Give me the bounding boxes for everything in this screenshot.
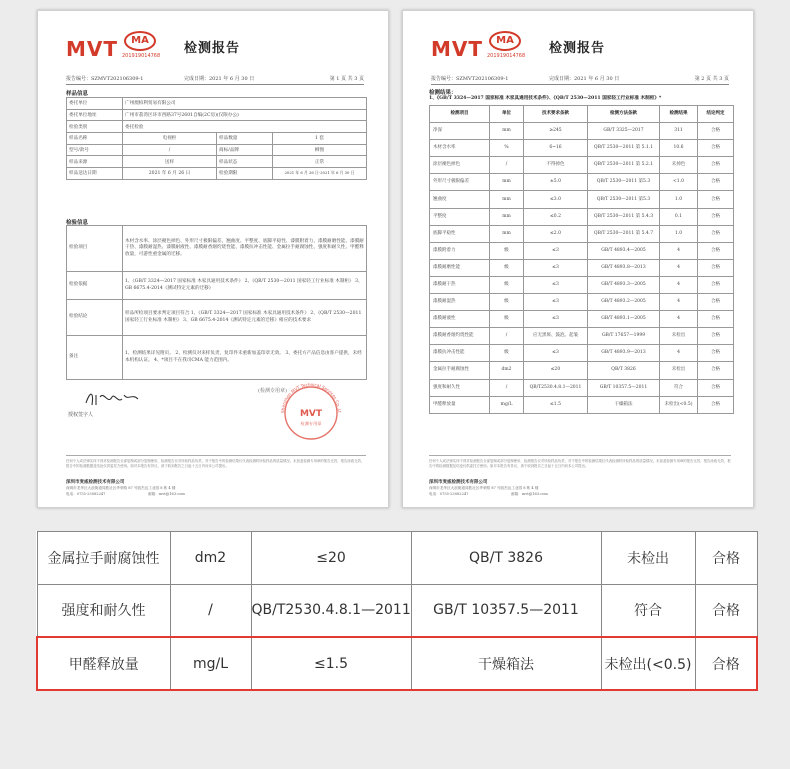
info-label: 委托单位 <box>67 98 123 110</box>
requirement-clause: ≤3.0 <box>524 191 588 208</box>
report-header <box>431 31 733 65</box>
table-row <box>67 272 367 300</box>
item-name: 漆膜耐液性 <box>430 311 490 328</box>
table-row <box>430 225 734 242</box>
conclusion: 合格 <box>698 123 734 140</box>
table-row <box>430 191 734 208</box>
conclusion: 合格 <box>698 208 734 225</box>
info-value: 2021 年 6 月 26 日 <box>123 168 217 180</box>
page-title: 检测报告 <box>184 41 241 56</box>
item-name: 漆膜耐磨性能 <box>430 259 490 276</box>
cma-number: 201919014768 <box>487 53 526 59</box>
conclusion: 合格 <box>698 259 734 276</box>
info-value: / <box>123 144 217 156</box>
results-heading: 检测结果： <box>429 90 457 96</box>
info-label: 样品名称 <box>67 133 123 145</box>
conclusion: 合格 <box>698 157 734 174</box>
requirement-clause: ≤20 <box>524 362 588 379</box>
column-header: 检测项目 <box>430 106 490 123</box>
item-name: 涂层褪色掉色 <box>430 157 490 174</box>
test-result: 4 <box>660 242 698 259</box>
table-header-row <box>430 106 734 123</box>
method-clause: QB/T 2530—2011 第5.3 <box>588 191 660 208</box>
conclusion: 合格 <box>698 396 734 413</box>
sample-info-table <box>66 97 367 180</box>
unit: / <box>170 584 251 637</box>
method-clause: GB/T 17657—1999 <box>588 328 660 345</box>
test-result: 0.1 <box>660 208 698 225</box>
conclusion: 合格 <box>698 276 734 293</box>
table-row <box>430 276 734 293</box>
table-row <box>430 174 734 191</box>
item-name: 金属拉手耐腐蚀性 <box>37 532 170 585</box>
test-result: 未检出 <box>601 532 695 585</box>
method-clause: QB/T 2530—2011 第5.3 <box>588 174 660 191</box>
unit: / <box>490 379 524 396</box>
cma-logo: MA <box>489 31 521 51</box>
unit: 级 <box>490 276 524 293</box>
company-seal <box>268 381 354 441</box>
test-result: 4 <box>660 294 698 311</box>
requirement-clause: 6~16 <box>524 140 588 157</box>
item-name: 漆膜耐香烟灼烧性能 <box>430 328 490 345</box>
conclusion: 合格 <box>695 584 757 637</box>
unit: mm <box>490 174 524 191</box>
item-name: 强度和耐久性 <box>37 584 170 637</box>
table-row <box>37 584 757 637</box>
info-value: 电视柜 <box>123 133 217 145</box>
unit: 级 <box>490 294 524 311</box>
method-clause: GB/T 4893.3—2005 <box>588 276 660 293</box>
report-meta <box>66 75 364 85</box>
table-row <box>430 294 734 311</box>
completion-date: 完成日期：2021 年 6 月 30 日 <box>184 76 255 82</box>
result-label: 检验项目 <box>67 226 123 272</box>
table-row <box>430 328 734 345</box>
table-row <box>37 532 757 585</box>
report-header <box>66 31 368 65</box>
info-value: 送样 <box>123 156 217 168</box>
test-result: 未检出 <box>660 328 698 345</box>
cma-logo: MA <box>124 31 156 51</box>
table-row <box>430 311 734 328</box>
info-value: 1 套 <box>273 133 367 145</box>
method-clause: QB/T 3826 <box>588 362 660 379</box>
item-name: 甲醛释放量 <box>37 637 170 690</box>
method-clause: QB/T 2530—2011 第 5.1.1 <box>588 140 660 157</box>
requirement-clause: QB/T2530.4.8.1—2011 <box>251 584 411 637</box>
unit: 级 <box>490 259 524 276</box>
method-clause: QB/T 2530—2011 第 5.4.7 <box>588 225 660 242</box>
requirement-clause: 不得掉色 <box>524 157 588 174</box>
table-row <box>67 300 367 336</box>
conclusion: 合格 <box>695 637 757 690</box>
result-text: 1、《GB/T 3324—2017 国家标准 木家具通用技术条件》 2、《QB/T 2530—2011 国家轻工行业标准 木制柜》 3、GB 6675.4-2014《测试特定元素的迁移》 <box>123 272 367 300</box>
table-row <box>67 156 367 168</box>
info-value: 正常 <box>273 156 367 168</box>
item-name: 甲醛释放量 <box>430 396 490 413</box>
item-name: 底脚平稳性 <box>430 225 490 242</box>
table-row <box>430 259 734 276</box>
signature <box>82 387 142 409</box>
result-text: 木材含水率、涂层褪色掉色、外形尺寸极限偏差、翘曲度、平整度、底脚平稳性、漆膜附着力、漆膜耐磨性能、漆膜耐干热、漆膜耐湿热、漆膜耐液性、漆膜耐香烟灼烧性能、漆膜抗冲击性能、金属拉手耐腐蚀性、强度和耐久性、甲醛释放量，可游性重金属的迁移。 <box>123 226 367 272</box>
table-row <box>430 379 734 396</box>
conclusion: 合格 <box>698 191 734 208</box>
logo-text: MVT <box>431 37 484 61</box>
footer-phone: 电话：0755-23082247 <box>429 492 469 496</box>
item-name: 漆膜抗冲击性能 <box>430 345 490 362</box>
method-clause: GB/T 10357.5—2011 <box>588 379 660 396</box>
test-result: 未检出 <box>660 362 698 379</box>
unit: 级 <box>490 311 524 328</box>
conclusion: 合格 <box>698 140 734 157</box>
requirement-clause: ≤3 <box>524 242 588 259</box>
method-clause: 干燥箱法 <box>588 396 660 413</box>
unit: mm <box>490 123 524 140</box>
unit: mm <box>490 208 524 225</box>
unit: / <box>490 157 524 174</box>
table-row <box>430 242 734 259</box>
requirement-clause: ≤3 <box>524 311 588 328</box>
requirement-clause: ≤20 <box>251 532 411 585</box>
table-row <box>67 226 367 272</box>
unit: 级 <box>490 242 524 259</box>
method-clause: QB/T 2530—2011 第 5.2.1 <box>588 157 660 174</box>
item-name: 漆膜附着力 <box>430 242 490 259</box>
info-label: 检验期限 <box>217 168 273 180</box>
method-clause: GB/T 4893.8—2013 <box>588 259 660 276</box>
method-clause: GB/T 4893.2—2005 <box>588 294 660 311</box>
footer-disclaimer: 任何个人或法律实体不得对检测报告全部复制或部分复制使用，检测报告仅对所检样品负责，对于报告中的检测结果仅代表检测时所检样品的质量情况。未加盖检测专用章的报告无效，报告涂改无效，报告中的检测数据及结论仅供委托方使用。如对本报告有异议，请于收到报告之日起十五日内向本公司提出。 <box>429 459 731 468</box>
item-name: 漆膜耐湿热 <box>430 294 490 311</box>
test-result: 1.0 <box>660 225 698 242</box>
column-header: 检测结果 <box>660 106 698 123</box>
table-row <box>430 140 734 157</box>
test-result: 符合 <box>660 379 698 396</box>
info-label: 型号/款号 <box>67 144 123 156</box>
seal-caption: 检测专用章 <box>300 421 322 426</box>
info-label: 委托单位地址 <box>67 109 123 121</box>
conclusion: 合格 <box>698 242 734 259</box>
test-result: 311 <box>660 123 698 140</box>
page-footer <box>429 455 731 501</box>
test-result: 4 <box>660 276 698 293</box>
info-value: 委托检验 <box>123 121 367 133</box>
footer-phone: 电话：0755-23082247 <box>66 492 106 496</box>
info-label: 商标/品牌 <box>217 144 273 156</box>
unit: mg/L <box>170 637 251 690</box>
method-clause: GB/T 4893.4—2005 <box>588 242 660 259</box>
requirement-clause: ≤3 <box>524 294 588 311</box>
footer-address: 深圳市龙华区大浪街道同胜社区华荣路 87 号凯杰达工业园 8 栋 4 楼 <box>429 486 539 490</box>
method-clause: GB/T 4893.9—2013 <box>588 345 660 362</box>
item-name: 木材含水率 <box>430 140 490 157</box>
method-clause: GB/T 10357.5—2011 <box>411 584 601 637</box>
requirement-clause: ≤3 <box>524 345 588 362</box>
conclusion: 合格 <box>698 294 734 311</box>
unit: mg/L <box>490 396 524 413</box>
info-label: 检验类别 <box>67 121 123 133</box>
mvt-logo <box>66 37 118 61</box>
table-row <box>67 133 367 145</box>
seal-text: Shenzhen MVT Technical Services Co.,Lt <box>279 381 343 414</box>
footer-email: 邮箱：mvt@163.com <box>148 492 185 496</box>
method-clause: GB/T 4893.1—2005 <box>588 311 660 328</box>
conclusion: 合格 <box>698 362 734 379</box>
approver-label: 授权签字人 <box>68 412 94 418</box>
unit: dm2 <box>170 532 251 585</box>
result-label: 备注 <box>67 336 123 380</box>
method-clause: QB/T 2530—2011 第 5.4.3 <box>588 208 660 225</box>
logo-text: MVT <box>66 37 119 61</box>
results-table <box>429 105 734 414</box>
footer-disclaimer: 任何个人或法律实体不得对检测报告全部复制或部分复制使用，检测报告仅对所检样品负责，对于报告中的检测结果仅代表检测时所检样品的质量情况。未加盖检测专用章的报告无效，报告涂改无效，报告中的检测数据及结论仅供委托方使用。如对本报告有异议，请于收到报告之日起十五日内向本公司提出。 <box>66 459 365 468</box>
completion-date: 完成日期：2021 年 6 月 30 日 <box>549 76 620 82</box>
item-name: 净深 <box>430 123 490 140</box>
test-result: 未检出(<0.5) <box>660 396 698 413</box>
conclusion: 合格 <box>698 379 734 396</box>
cma-number: 201919014768 <box>122 53 161 59</box>
info-label: 样品来源 <box>67 156 123 168</box>
unit: mm <box>490 191 524 208</box>
table-row <box>430 362 734 379</box>
footer-email: 邮箱：mvt@163.com <box>511 492 548 496</box>
test-result: 4 <box>660 345 698 362</box>
item-name: 平整度 <box>430 208 490 225</box>
item-name: 金属拉手耐腐蚀性 <box>430 362 490 379</box>
inspection-heading: 检验信息 <box>66 220 89 226</box>
test-result: 4 <box>660 311 698 328</box>
inspection-table <box>66 225 367 380</box>
info-value: 广州市荔湾区环市西路37号2601自编(2C房)(仅限办公) <box>123 109 367 121</box>
column-header: 检测方法条款 <box>588 106 660 123</box>
unit: / <box>490 328 524 345</box>
unit: dm2 <box>490 362 524 379</box>
item-name: 翘曲度 <box>430 191 490 208</box>
test-result: 未掉色 <box>660 157 698 174</box>
table-row <box>430 345 734 362</box>
requirement-clause: ±5.0 <box>524 174 588 191</box>
table-row <box>430 208 734 225</box>
table-row <box>67 98 367 110</box>
footer-company: 深圳市麦威检测技术有限公司 <box>66 480 125 485</box>
zoomed-results-table <box>36 531 758 691</box>
info-value: 广州澳柏利贸易有限公司 <box>123 98 367 110</box>
requirement-clause: ≥245 <box>524 123 588 140</box>
table-row <box>430 157 734 174</box>
page-number: 第 2 页 共 3 页 <box>694 76 729 82</box>
result-text: 样品所检项目要求判定项目符合 1、《GB/T 3324—2017 国家标准 木家具通用技术条件》 2、《QB/T 2530—2011 国家轻工行业标准 木制柜》 3、GB 6675.4-2014《测试特定元素的迁移》相应的技术要求 <box>123 300 367 336</box>
item-name: 外形尺寸极限偏差 <box>430 174 490 191</box>
info-value: 2021 年 6 月 26 日-2021 年 6 月 30 日 <box>273 168 367 180</box>
requirement-clause: ≤3 <box>524 276 588 293</box>
requirement-clause: ≤1.5 <box>524 396 588 413</box>
conclusion: 合格 <box>698 345 734 362</box>
standard-line: 1、《GB/T 3324—2017 国家标准 木家具通用技术条件》、《QB/T 2530—2011 国家轻工行业标准 木制柜》* <box>429 96 662 101</box>
report-page-2 <box>402 10 754 508</box>
info-label: 样品状态 <box>217 156 273 168</box>
requirement-clause: ≤1.5 <box>251 637 411 690</box>
table-row <box>67 121 367 133</box>
highlighted-row <box>37 637 757 690</box>
item-name: 漆膜耐干热 <box>430 276 490 293</box>
conclusion: 合格 <box>695 532 757 585</box>
method-clause: QB/T 3826 <box>411 532 601 585</box>
method-clause: 干燥箱法 <box>411 637 601 690</box>
requirement-clause: 应无黑斑、鼓泡、起皱 <box>524 328 588 345</box>
page-number: 第 1 页 共 3 页 <box>329 76 364 82</box>
conclusion: 合格 <box>698 328 734 345</box>
test-result: 未检出(<0.5) <box>601 637 695 690</box>
conclusion: 合格 <box>698 311 734 328</box>
test-result: 符合 <box>601 584 695 637</box>
footer-address: 深圳市龙华区大浪街道同胜社区华荣路 87 号凯杰达工业园 8 栋 4 楼 <box>66 486 176 490</box>
table-row <box>430 396 734 413</box>
method-clause: GB/T 3325—2017 <box>588 123 660 140</box>
test-result: 4 <box>660 259 698 276</box>
column-header: 单位 <box>490 106 524 123</box>
table-row <box>67 144 367 156</box>
requirement-clause: ≤2.0 <box>524 225 588 242</box>
sample-info-heading: 样品信息 <box>66 91 89 97</box>
requirement-clause: ≤3 <box>524 259 588 276</box>
table-row <box>430 123 734 140</box>
column-header: 结论判定 <box>698 106 734 123</box>
page-footer <box>66 455 366 501</box>
conclusion: 合格 <box>698 225 734 242</box>
info-label: 样品数量 <box>217 133 273 145</box>
unit: % <box>490 140 524 157</box>
requirement-clause: QB/T2530.4.8.1—2011 <box>524 379 588 396</box>
result-text: 1、检测结果详见附页。 2、检测仅对来样负责，复印件未重新加盖印章无效。 3、委托方产品信息由客户提供，未经本机构认证。 4、*项目不在我司CMA 能力范围内。 <box>123 336 367 380</box>
conclusion: 合格 <box>698 174 734 191</box>
table-row <box>67 336 367 380</box>
result-label: 检验依据 <box>67 272 123 300</box>
test-result: <1.0 <box>660 174 698 191</box>
report-number: 报告编号：SZMVT202106309-1 <box>66 76 144 82</box>
test-result: 1.0 <box>660 191 698 208</box>
report-meta <box>431 75 729 85</box>
mvt-logo <box>431 37 483 61</box>
unit: mm <box>490 225 524 242</box>
table-row <box>67 168 367 180</box>
table-row <box>67 109 367 121</box>
footer-company: 深圳市麦威检测技术有限公司 <box>429 480 488 485</box>
info-value: 柳图 <box>273 144 367 156</box>
report-page-1 <box>37 10 389 508</box>
test-result: 10.6 <box>660 140 698 157</box>
unit: 级 <box>490 345 524 362</box>
seal-logo: MVT <box>299 409 323 419</box>
column-header: 技术要求条款 <box>524 106 588 123</box>
item-name: 强度和耐久性 <box>430 379 490 396</box>
page-title: 检测报告 <box>549 41 606 56</box>
report-number: 报告编号：SZMVT202106309-1 <box>431 76 509 82</box>
result-label: 检验结论 <box>67 300 123 336</box>
requirement-clause: ≤0.2 <box>524 208 588 225</box>
info-label: 样品送达日期 <box>67 168 123 180</box>
stamp-caption: (检测专用章) <box>258 388 287 394</box>
